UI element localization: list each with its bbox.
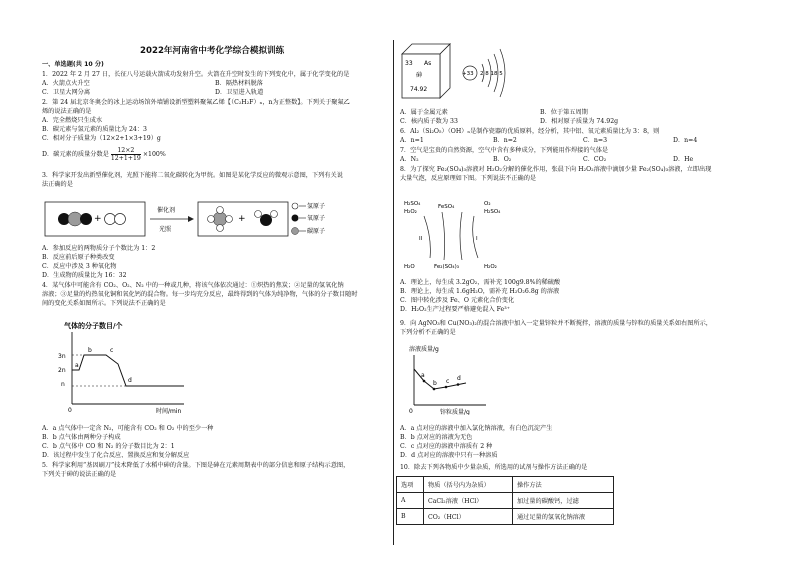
electron-shells: 2 8 18 5 [480,71,503,77]
q4-chart-title: 气体的分子数目/个 [64,322,123,330]
q2-option-a: A．完全燃烧只生成水 [42,117,103,124]
q8-stem-line1: 8．为了探究 Fe₂(SO₄)₃溶液对 H₂O₂分解的催化作用，张晨下向 H₂O₂溶液中滴加少量 Fe₂(SO₄)₃溶液，立即出现 [400,166,712,173]
q4-option-d: D．该过程中发生了化合反应、置换反应和复分解反应 [42,452,190,459]
table-row [397,493,614,509]
fraction-denominator: 12+1+19 [110,155,141,162]
table-cell: B [397,509,424,525]
q5-option-c: C．核内质子数为 33 [400,118,458,125]
q9-stem-line2: 下列分析不正确的是 [400,329,456,336]
label-h2o2-right: H₂O₂ [484,264,497,270]
q3-stem-line1: 3．科学家开发出新型催化剂，光照下能将二氧化碳转化为甲烷。如图是某化学反应的微观示意图，下列有关说 [42,172,343,179]
q4-option-c: C．b 点气体中 CO 和 N₂ 的分子数目比为 2：1 [42,443,175,450]
co2-molecule [58,212,92,226]
q4-stem-line1: 4．某气体中可能含有 CO₂、O₂、N₂ 中的一种或几种，将该气体依次通过：①炽热的焦炭；②足量的氢氧化钠 [42,282,344,289]
element-name: 砷 [416,72,423,79]
q7-option-b: B．O₂ [493,156,512,163]
q10-table [396,476,614,525]
q1-option-b: B．隔热材料脱落 [215,80,263,87]
plus-sign: + [94,214,102,224]
q1-option-d: D．卫星进入轨道 [215,89,264,96]
y-tick-n: n [61,381,65,388]
q3-option-c: C．反应中涉及 3 种氧化物 [42,263,117,270]
q9-option-d: D．d 点对应的溶液中只有一种溶质 [400,452,498,459]
q6-option-a: A．n=1 [400,137,424,144]
catalyst-label: 催化剂 [157,207,176,214]
q5-option-a: A．属于金属元素 [400,109,448,116]
q4-point-c: c [110,347,114,354]
q9-point-c: c [446,378,450,385]
q4-point-d: d [128,377,132,384]
q10-stem: 10．除去下列各物质中少量杂质，所选用的试剂与操作方法正确的是 [400,464,588,471]
q8-option-d: D．H₂O₂生产过程要严格避免混入 Fe³⁺ [400,306,510,313]
element-symbol: As [424,60,432,67]
q2-option-d-prefix: D．碳元素的质量分数是 [42,151,109,158]
table-cell: CaCl₂溶液（HCl） [424,493,513,509]
step-label-ii: II [419,236,423,242]
q8-option-b: B．理论上，每生成 1.6gH₂O，需补充 H₂O₂6.8g 的溶液 [400,288,560,295]
label-o2: O₂ [484,201,491,207]
q4-stem-line3: 间的变化关系如图所示。下列说法不正确的是 [42,300,166,307]
column-divider [393,40,394,545]
label-h2o: H₂O [404,264,415,270]
catalysis-cycle-diagram [402,196,522,274]
q9-point-b: b [433,380,437,387]
y-tick-3n: 3n [58,353,66,360]
h2o-molecule [255,211,278,227]
q1-stem: 1．2022 年 2 月 27 日，长征八号运载火箭成功发射升空。火箭在升空时发生的下列变化中，属于化学变化的是 [42,71,350,78]
atomic-structure-diagram [458,40,568,100]
table-header-row [397,477,614,493]
light-label: 光照 [159,226,172,233]
q9-origin: 0 [409,408,413,415]
q7-option-a: A．N₂ [400,156,419,163]
cycle-arrow-inner-left [442,212,445,260]
q2-stem-line1: 2．第 24 届北京冬奥会的冰上运动场馆外墙铺设新型塑料聚氟乙烯【（C₂H₂F）ₙ，n为正整数】。下列关于聚氟乙 [42,99,350,106]
q7-stem: 7．空气是宝贵的自然资源，空气中含有多种成分，下列能用作焊接的气体是 [400,147,609,154]
table-cell: A [397,493,424,509]
origin-label: 0 [68,407,72,414]
reaction-diagram [44,198,344,240]
q3-option-a: A．参加反应的两物质分子个数比为 1：2 [42,245,156,252]
table-cell: 加过量的碳酸钙，过滤 [513,493,614,509]
fraction-numerator: 12×2 [111,147,141,155]
h2-molecule [105,214,126,225]
q1-option-c: C．卫星大网分离 [42,89,91,96]
q3-option-d: D．生成物的质量比为 16：32 [42,272,127,279]
q6-stem: 6．Al₂（Si₂O₅）（OH）ₙ是制作瓷器的优质原料，经分析，其中铝、氧元素质量比为 3：8，则 [400,128,660,135]
q6-option-d: D．n=4 [673,137,698,144]
atomic-mass: 74.92 [410,86,428,93]
q2-option-b: B．碳元素与氢元素的质量比为 24：3 [42,126,147,133]
q9-line-chart [406,343,506,415]
q9-point-d: d [457,375,461,382]
x-axis-label: 时间/min [156,408,182,415]
q7-option-d: D．He [673,156,694,163]
q9-stem-line1: 9．向 AgNO₃和 Cu(NO₃)₂的混合溶液中加入一定量锌粒并不断搅拌，溶液的质量与锌粒的质量关系如右图所示， [400,320,712,327]
q8-option-a: A．理论上，每生成 3.2gO₂，需补充 100g9.8%的稀硫酸 [400,279,561,286]
q2-option-d-suffix: ×100% [142,151,166,158]
q3-option-b: B．反应前后原子种类改变 [42,254,115,261]
table-header-cell: 操作方法 [513,477,614,493]
q9-option-b: B．b 点对应的溶液为无色 [400,434,473,441]
q1-option-a: A．火箭点火升空 [42,80,90,87]
q4-point-a: a [75,362,79,369]
arrow-head [188,216,194,222]
table-cell: CO₂（HCl） [424,509,513,525]
q2-option-d [42,147,166,162]
q5-option-d: D．相对原子质量为 74.92g [540,118,619,125]
label-fe2so43: Fe₂(SO₄)₃ [434,264,459,270]
cycle-arrow-inner-right [460,212,462,260]
table-header-cell: 物质（括号内为杂质） [424,477,513,493]
q9-x-label: 锌粒质量/g [440,409,470,415]
q9-y-label: 溶液质量/g [409,346,439,353]
table-row [397,509,614,525]
q2-option-c: C．相对分子质量为（12×2+1×3+19）g [42,135,161,142]
mass-fraction [111,147,141,162]
q8-stem-line2: 大量气泡，反应原理如下图。下列说法不正确的是 [400,175,537,182]
table-cell: 通过足量的氢氧化钠溶液 [513,509,614,525]
q4-option-a: A．a 点气体中一定含 N₂，可能含有 CO₂ 和 O₂ 中的至少一种 [42,425,214,432]
q2-stem-line2: 烯的说法正确的是 [42,108,92,115]
q5-option-b: B．位于第五周期 [540,109,588,116]
q8-option-c: C．图中转化涉及 Fe、O 元素化合价变化 [400,297,515,304]
q4-line-chart [44,318,194,418]
label-h2so4: H₂SO₄ [404,201,421,207]
page-title: 2022年河南省中考化学综合模拟训练 [140,46,285,56]
q4-stem-line2: 溶液；③足量的灼热氧化铜和氧化钙的混合物。每一步均充分反应，最终得到的气体为纯净物，气体的分子数目随时 [42,291,358,298]
q5-stem-line1: 5．科学家利用“基因刷刀”技术降低了水稻中砷的含量。下图是砷在元素周期表中的部分信息和原子结构示意图， [42,462,350,469]
legend-hydrogen: 氢原子 [307,203,326,210]
legend [292,202,326,235]
cycle-arrow-left [424,216,430,258]
legend-oxygen: 氧原子 [307,215,326,222]
q6-option-b: B．n=2 [493,137,517,144]
step-label-i: I [476,236,478,242]
q4-point-b: b [88,347,92,354]
q9-option-c: C．c 点对应的溶液中溶质有 2 种 [400,443,493,450]
ch4-molecule [208,207,233,232]
q9-point-a: a [421,372,425,379]
table-header-cell: 选项 [397,477,424,493]
atomic-number: 33 [405,60,413,67]
q5-stem-line2: 下列关于砷的说法正确的是 [42,471,117,478]
label-h2o2: H₂O₂ [404,209,417,215]
label-h2so4-right: H₂SO₄ [484,209,501,215]
q6-option-c: C．n=3 [583,137,608,144]
nucleus-charge: +33 [462,71,474,77]
label-feso4: FeSO₄ [438,204,455,210]
section-heading: 一、单选题(共 10 分) [42,61,104,68]
q4-option-b: B．b 点气体由两种分子构成 [42,434,121,441]
legend-carbon: 碳原子 [307,228,326,235]
q9-option-a: A．a 点对应的溶液中加入氯化钠溶液，有白色沉淀产生 [400,425,553,432]
plus-sign: + [238,214,246,224]
y-tick-2n: 2n [58,367,66,374]
q3-stem-line2: 法正确的是 [42,181,73,188]
q7-option-c: C．CO₂ [583,156,607,163]
